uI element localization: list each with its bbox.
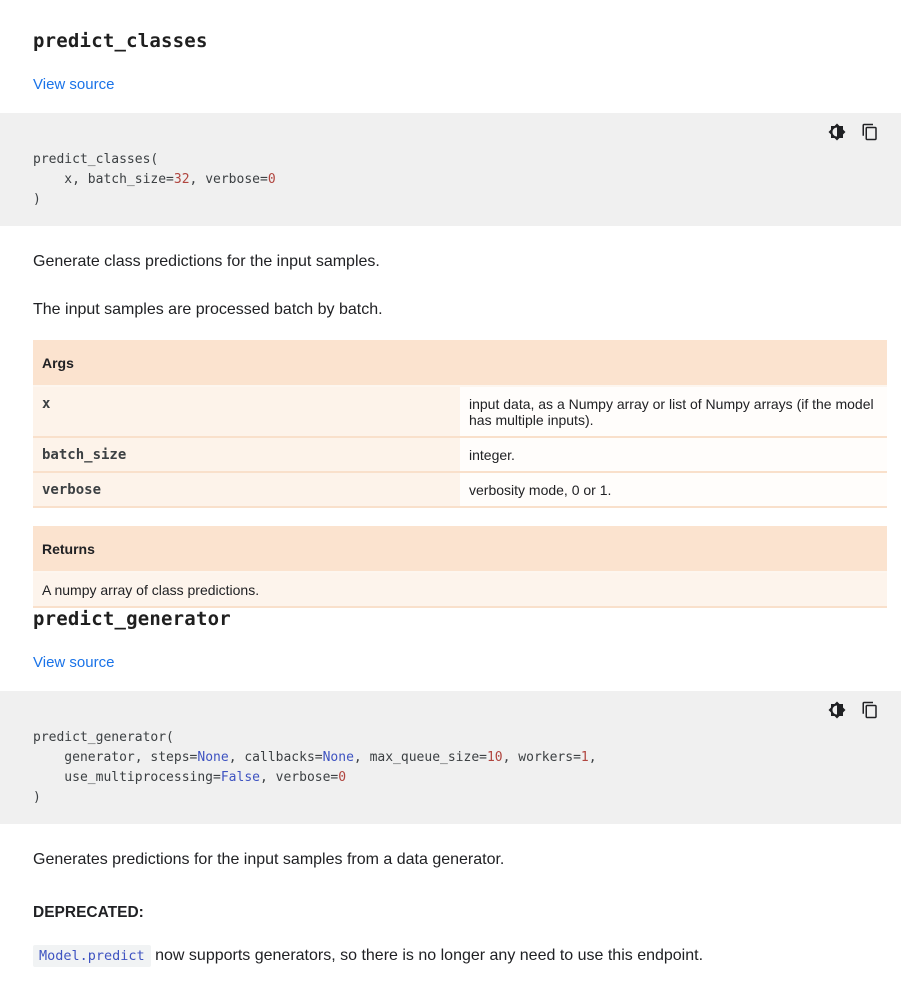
dark-mode-toggle-icon[interactable]: [828, 123, 846, 141]
code-line: ): [33, 790, 41, 805]
code-line: predict_generator(: [33, 730, 174, 745]
code-line: generator, steps=None, callbacks=None, max_queue_size=10, workers=1,: [33, 750, 597, 765]
description-paragraph: Generates predictions for the input samples from a data generator.: [33, 851, 505, 868]
returns-value: A numpy array of class predictions.: [33, 572, 887, 607]
description-paragraph: The input samples are processed batch by batch.: [33, 301, 383, 318]
arg-name: verbose: [33, 472, 460, 507]
section-heading-predict-generator: predict_generator: [33, 608, 231, 630]
arg-description: verbosity mode, 0 or 1.: [460, 472, 887, 507]
args-table-header: Args: [33, 340, 887, 386]
view-source-link[interactable]: View source: [33, 654, 115, 671]
arg-name: batch_size: [33, 437, 460, 472]
deprecated-note: [33, 944, 868, 968]
view-source-link[interactable]: View source: [33, 76, 115, 93]
code-toolbar: [0, 701, 901, 719]
deprecated-note-text: now supports generators, so there is no longer any need to use this endpoint.: [150, 947, 704, 964]
code-signature: [0, 728, 901, 808]
args-table-row: [33, 386, 887, 437]
args-table: [33, 340, 887, 508]
description-paragraph: Generate class predictions for the input samples.: [33, 253, 380, 270]
copy-icon[interactable]: [861, 701, 879, 719]
returns-table-header: Returns: [33, 526, 887, 572]
code-line: predict_classes(: [33, 152, 159, 167]
model-predict-code-link[interactable]: Model.predict: [33, 945, 151, 967]
dark-mode-toggle-icon[interactable]: [828, 701, 846, 719]
arg-description: integer.: [460, 437, 887, 472]
returns-table: [33, 526, 887, 608]
code-line: use_multiprocessing=False, verbose=0: [33, 770, 347, 785]
section-heading-predict-classes: predict_classes: [33, 30, 208, 52]
code-line: ): [33, 192, 41, 207]
code-block-predict-generator: [0, 691, 901, 824]
args-table-row: [33, 437, 887, 472]
deprecated-label: DEPRECATED:: [33, 904, 144, 921]
copy-icon[interactable]: [861, 123, 879, 141]
code-line: x, batch_size=32, verbose=0: [33, 172, 276, 187]
code-toolbar: [0, 123, 901, 141]
arg-name: x: [33, 386, 460, 437]
args-table-row: [33, 472, 887, 507]
code-block-predict-classes: [0, 113, 901, 226]
arg-description: input data, as a Numpy array or list of Numpy arrays (if the model has multiple inputs).: [460, 386, 887, 437]
code-signature: [0, 150, 901, 210]
